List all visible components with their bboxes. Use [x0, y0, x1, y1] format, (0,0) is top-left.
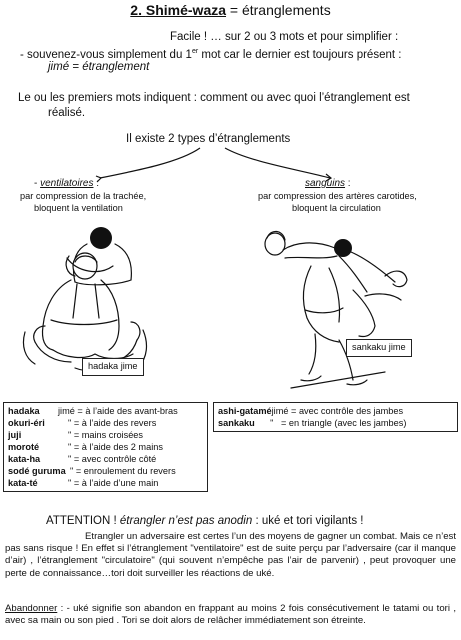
type-ventilatoire-desc-1: par compression de la trachée,	[20, 191, 147, 201]
technique-name: moroté	[8, 442, 40, 452]
mat-line	[291, 372, 385, 388]
table-row	[8, 405, 203, 417]
hadaka-jime-illustration	[15, 222, 155, 377]
type-ventilatoire-desc-2: bloquent la ventilation	[34, 203, 123, 213]
intro-line-2a: - souvenez-vous simplement du 1	[20, 48, 192, 61]
tori-head	[90, 227, 112, 249]
type-sanguin-desc-2: bloquent la circulation	[292, 203, 381, 213]
type-sanguin-label: sanguins	[305, 178, 346, 189]
attention-label: ATTENTION !	[46, 515, 120, 527]
tori-arm	[283, 243, 335, 250]
intro-line-5: réalisé.	[48, 107, 86, 119]
uke-head	[73, 253, 97, 279]
intro-line-3: jimé = étranglement	[48, 61, 150, 73]
technique-desc: " = à l’aide d’une main	[68, 478, 159, 488]
title-number: 2.	[130, 2, 146, 18]
table-row	[8, 453, 203, 465]
type-arrows	[0, 0, 461, 200]
technique-desc: " = à l’aide des revers	[68, 418, 157, 428]
technique-name: ashi-gatamé	[218, 406, 272, 416]
types-heading: Il existe 2 types d’étranglements	[126, 133, 291, 145]
table-row	[8, 417, 203, 429]
title-meaning: = étranglements	[226, 2, 331, 18]
title-technique: Shimé-waza	[145, 2, 227, 18]
technique-name: okuri-éri	[8, 418, 45, 428]
technique-name: sankaku	[218, 418, 255, 428]
technique-desc: " = mains croisées	[68, 430, 144, 440]
sankaku-jime-illustration	[255, 222, 425, 392]
technique-name: kata-té	[8, 478, 38, 488]
uke-legs	[309, 334, 316, 374]
abandon-paragraph	[5, 603, 456, 627]
intro-line-2b: mot car le dernier est toujours présent :	[198, 48, 402, 61]
table-row	[8, 477, 203, 489]
table-row	[218, 405, 453, 417]
table-row	[8, 441, 203, 453]
attention-banner	[46, 514, 363, 528]
intro-line-4: Le ou les premiers mots indiquent : comment ou avec quoi l’étranglement est	[18, 92, 410, 104]
uke-body	[42, 280, 71, 350]
technique-name: kata-ha	[8, 454, 41, 464]
type-sanguin-title: sanguins :	[305, 178, 351, 189]
type-ventilatoire-label: ventilatoires	[40, 178, 94, 189]
table-row	[8, 429, 203, 441]
intro-line-1: Facile ! … sur 2 ou 3 mots et pour simplifier :	[170, 31, 399, 43]
intro-superscript: er	[191, 48, 199, 55]
table-row	[218, 417, 453, 429]
technique-desc: " = en triangle (avec les jambes)	[254, 418, 407, 428]
arrow-right	[225, 148, 330, 178]
abandon-label: Abandonner	[5, 603, 58, 614]
technique-desc: jimé = à l’aide des avant-bras	[58, 406, 178, 416]
attention-warning: étrangler n’est pas anodin	[119, 515, 253, 527]
technique-name: hadaka	[8, 406, 40, 416]
technique-desc: " = avec contrôle côté	[68, 454, 157, 464]
risk-paragraph: Etrangler un adversaire est certes l’un des moyens de gagner un combat. Mais ce n’est pas sans risque ! En effet si l’étranglement "ventilatoire" est de suite perçu par l’adversaire (car il manque d’air) , l’étranglement "circulatoire" (qui souvent n’empêche pas l’air de parvenir) , peut provoquer une perte de connaissance…tori doit surveiller les réactions de uké.	[5, 531, 456, 579]
ventilatoire-table	[3, 402, 208, 492]
leg-over	[339, 256, 367, 292]
foot	[385, 271, 407, 287]
uke-head	[334, 239, 352, 257]
technique-name: juji	[8, 430, 22, 440]
caption-hadaka-jime: hadaka jime	[82, 358, 144, 376]
attention-tail: : uké et tori vigilants !	[252, 515, 364, 527]
abandon-text: : - uké signifie son abandon en frappant au moins 2 fois consécutivement le tatami ou tori , avec sa main ou son pied . Tori se doit alors de relâcher immédiatement son étreinte.	[5, 603, 456, 627]
type-sanguin-desc-1: par compression des artères carotides,	[258, 191, 417, 201]
technique-name: sodé guruma	[8, 466, 66, 476]
table-row	[8, 465, 203, 477]
technique-desc: " = enroulement du revers	[70, 466, 176, 476]
technique-desc: jimé = avec contrôle des jambes	[271, 406, 404, 416]
sanguin-table	[213, 402, 458, 432]
arrow-left	[100, 148, 200, 178]
type-ventilatoire-title: - ventilatoires :	[34, 178, 100, 189]
caption-sankaku-jime: sankaku jime	[346, 339, 412, 357]
technique-desc: " = à l’aide des 2 mains	[68, 442, 163, 452]
